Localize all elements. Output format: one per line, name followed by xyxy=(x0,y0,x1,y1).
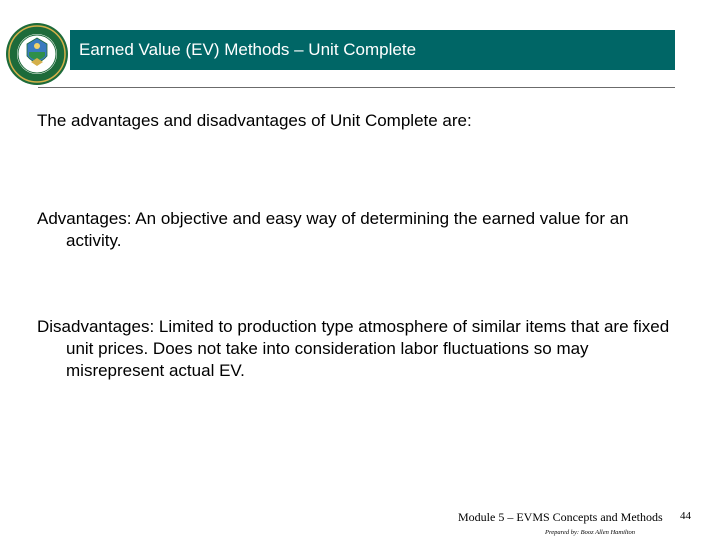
advantages-paragraph xyxy=(37,208,677,252)
intro-text: The advantages and disadvantages of Unit Complete are: xyxy=(37,111,472,130)
disadvantages-text: : Limited to production type atmosphere of similar items that are fixed unit prices. Does not take into consideration labor fluctuations so may misrepresent actual EV. xyxy=(66,317,670,380)
footer-prepared-by: Prepared by: Booz Allen Hamilton xyxy=(545,529,636,536)
advantages-term: Advantages xyxy=(37,209,127,228)
disadvantages-term: Disadvantages xyxy=(37,317,150,336)
slide-title: Earned Value (EV) Methods – Unit Complete xyxy=(70,30,675,70)
page-number: 44 xyxy=(680,510,691,522)
footer-module: Module 5 – EVMS Concepts and Methods xyxy=(458,510,663,524)
title-divider xyxy=(38,87,675,88)
disadvantages-paragraph xyxy=(37,316,677,382)
department-seal-icon xyxy=(5,22,69,86)
advantages-text: : An objective and easy way of determining the earned value for an activity. xyxy=(66,209,629,250)
